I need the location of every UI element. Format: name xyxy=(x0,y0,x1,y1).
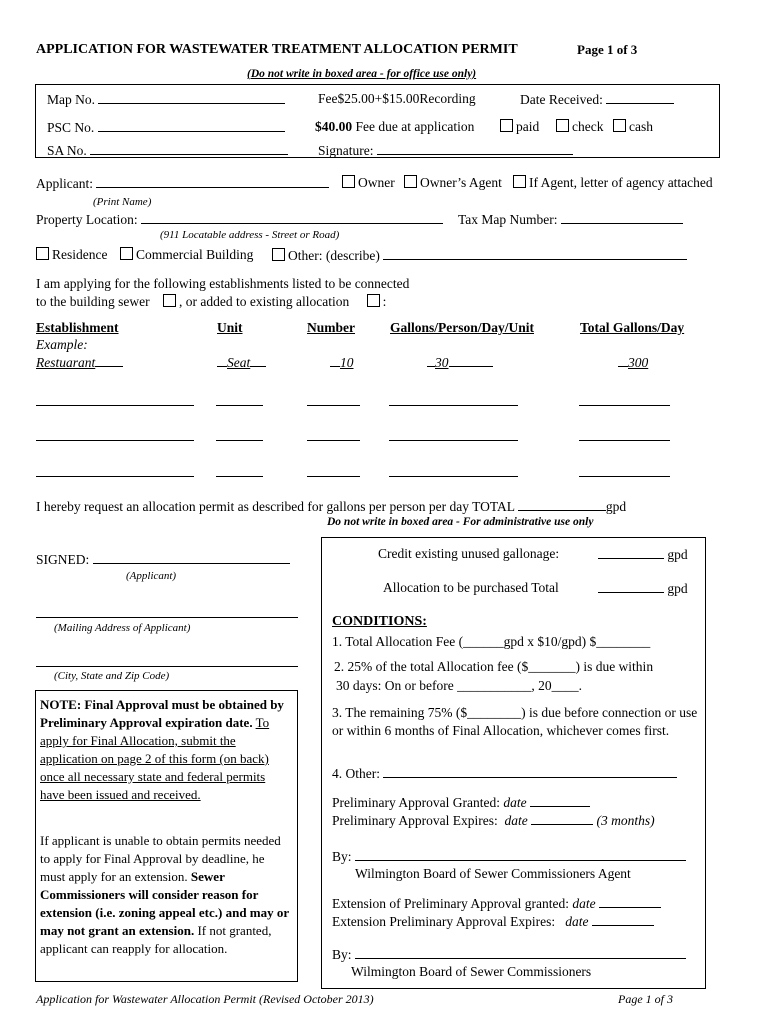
applicant-label: (Applicant) xyxy=(126,570,177,582)
commercial-building-checkbox[interactable]: Commercial Building xyxy=(120,247,253,263)
admin-use-note: Do not write in boxed area - For administrative use only xyxy=(327,516,594,528)
other-describe-field[interactable]: Other: (describe) xyxy=(272,247,687,264)
commissioners-by-field[interactable]: By: xyxy=(332,946,686,963)
establishments-intro-line2: to the building sewer , or added to existing allocation : xyxy=(36,294,387,309)
condition-2b[interactable]: 30 days: On or before ___________, 20____. xyxy=(336,678,582,693)
date-received-field[interactable]: Date Received: xyxy=(520,91,674,108)
credit-gallonage-value[interactable]: gpd xyxy=(598,546,688,563)
mailing-address-label: (Mailing Address of Applicant) xyxy=(54,622,191,634)
fee-due-text: $40.00 Fee due at application xyxy=(315,119,475,134)
city-state-zip-line[interactable] xyxy=(36,666,298,667)
if-agent-checkbox[interactable]: If Agent, letter of agency attached xyxy=(513,175,713,191)
allocation-purchased-field[interactable]: Allocation to be purchased Total xyxy=(383,580,559,595)
fee-text: Fee$25.00+$15.00Recording xyxy=(318,91,476,106)
paid-checkbox[interactable]: paid xyxy=(500,119,539,135)
form-title: APPLICATION FOR WASTEWATER TREATMENT ALLOCATION PERMIT xyxy=(36,42,518,57)
building-sewer-checkbox[interactable] xyxy=(163,294,176,307)
allocation-purchased-value[interactable]: gpd xyxy=(598,580,688,597)
note-text: NOTE: Final Approval must be obtained by Preliminary Approval expiration date. To apply for Final Allocation, submit the application on page 2 of this form (on back) once all necessary state and federal permits have been issued and received. xyxy=(40,697,284,802)
locatable-address-label: (911 Locatable address - Street or Road) xyxy=(160,229,340,241)
col-establishment: Establishment xyxy=(36,320,119,335)
print-name-label: (Print Name) xyxy=(93,196,152,208)
col-total-gallons-day: Total Gallons/Day xyxy=(580,320,685,335)
signed-field[interactable]: SIGNED: xyxy=(36,551,290,568)
residence-checkbox[interactable]: Residence xyxy=(36,247,107,263)
condition-1[interactable]: 1. Total Allocation Fee (______gpd x $10/gpd) $________ xyxy=(332,634,651,649)
page-number: Page 1 of 3 xyxy=(577,42,638,57)
example-total: 300 xyxy=(618,354,648,371)
conditions-heading: CONDITIONS: xyxy=(332,614,427,629)
tax-map-number-field[interactable]: Tax Map Number: xyxy=(458,211,683,228)
commissioners-label: Wilmington Board of Sewer Commissioners xyxy=(351,964,592,979)
col-unit: Unit xyxy=(217,320,243,335)
owners-agent-checkbox[interactable]: Owner’s Agent xyxy=(404,175,502,191)
example-number: 10 xyxy=(330,354,354,371)
applicant-field[interactable]: Applicant: xyxy=(36,175,329,192)
request-total-field[interactable]: I hereby request an allocation permit as described for gallons per person per day TOTAL gpd xyxy=(36,499,627,514)
credit-gallonage-field[interactable]: Credit existing unused gallonage: xyxy=(378,546,560,561)
note-extension-text: If applicant is unable to obtain permits needed to apply for Final Approval by deadline, he must apply for an extension. Sewer Commissioners will consider reason for extension (i.e. zoning appeal etc.) and may or may not grant an extension. If not granted, applicant can reapply for allocation. xyxy=(40,833,289,956)
psc-no-field[interactable]: PSC No. xyxy=(47,119,285,136)
condition-2a[interactable]: 2. 25% of the total Allocation fee ($_______) is due within xyxy=(334,659,654,674)
footer-title: Application for Wastewater Allocation Permit (Revised October 2013) xyxy=(36,992,374,1006)
map-no-field[interactable]: Map No. xyxy=(47,91,285,108)
example-gallons: 30 xyxy=(427,354,493,371)
city-state-zip-label: (City, State and Zip Code) xyxy=(54,670,170,682)
col-number: Number xyxy=(307,320,355,335)
establishments-intro-line1: I am applying for the following establishments listed to be connected xyxy=(36,276,410,291)
example-establishment: Restuarant xyxy=(36,354,123,371)
owner-checkbox[interactable]: Owner xyxy=(342,175,395,191)
condition-4-other[interactable]: 4. Other: xyxy=(332,765,677,782)
example-label: Example: xyxy=(36,337,88,352)
prelim-approval-granted[interactable]: Preliminary Approval Granted: date xyxy=(332,794,590,811)
example-unit: Seat xyxy=(217,354,266,371)
extension-granted[interactable]: Extension of Preliminary Approval granted: date xyxy=(332,895,661,912)
extension-expires[interactable]: Extension Preliminary Approval Expires: date xyxy=(332,913,654,930)
signature-field[interactable]: Signature: xyxy=(318,142,573,159)
footer-page: Page 1 of 3 xyxy=(618,992,673,1006)
check-checkbox[interactable]: check xyxy=(556,119,603,135)
agent-by-field[interactable]: By: xyxy=(332,848,686,865)
col-gallons-person-day: Gallons/Person/Day/Unit xyxy=(390,320,535,335)
cash-checkbox[interactable]: cash xyxy=(613,119,653,135)
agent-label: Wilmington Board of Sewer Commissioners Agent xyxy=(355,866,631,881)
prelim-approval-expires[interactable]: Preliminary Approval Expires: date (3 months) xyxy=(332,813,655,828)
condition-3[interactable]: 3. The remaining 75% ($________) is due before connection or use or within 6 months of Final Allocation, whichever comes first. xyxy=(332,705,698,738)
office-use-note: (Do not write in boxed area - for office use only) xyxy=(247,68,477,80)
property-location-field[interactable]: Property Location: xyxy=(36,211,443,228)
mailing-address-line[interactable] xyxy=(36,617,298,618)
sa-no-field[interactable]: SA No. xyxy=(47,142,288,159)
existing-allocation-checkbox[interactable] xyxy=(367,294,380,307)
